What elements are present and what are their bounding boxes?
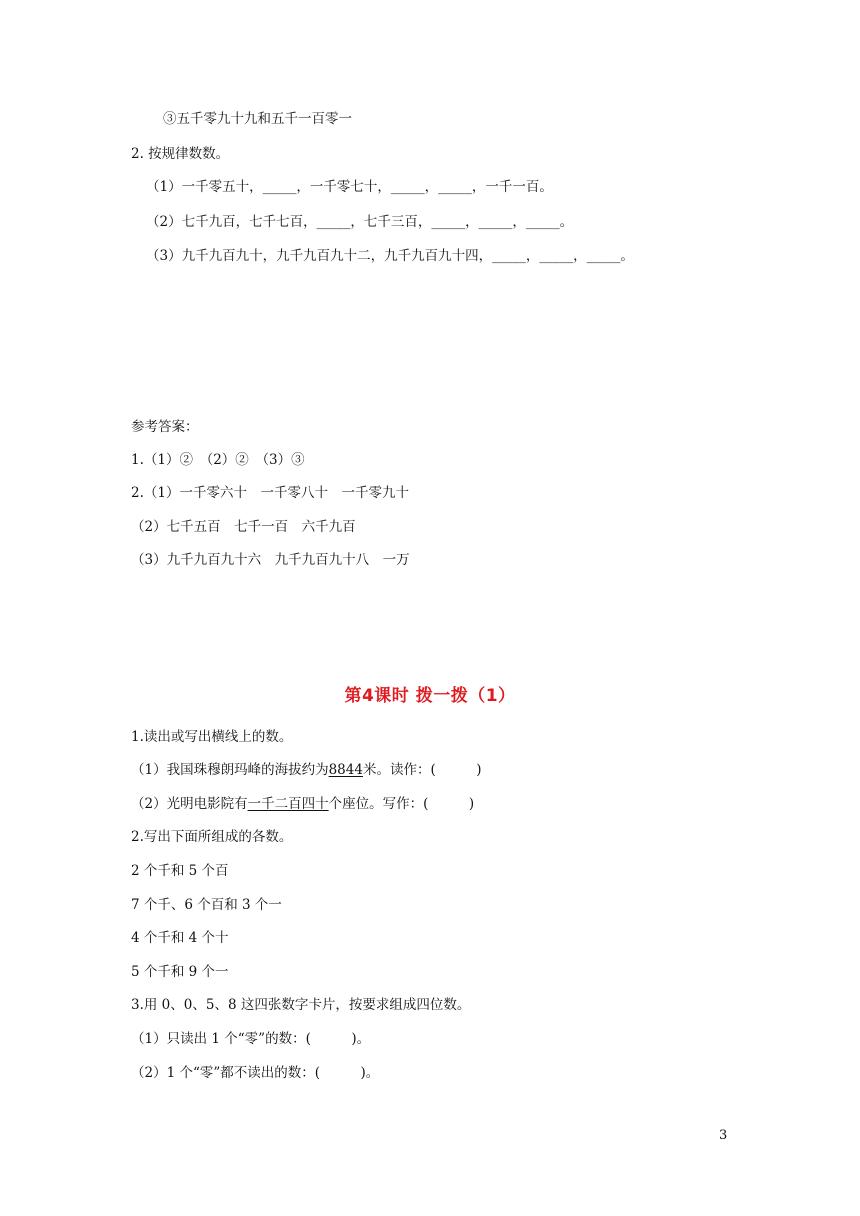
question-2-1: （1）一千零五十，_____，一千零七十，_____，_____，一千一百。: [146, 179, 553, 195]
underlined-number-words: 一千二百四十: [247, 796, 329, 812]
b-question-1-2: [131, 795, 474, 813]
b-question-3-1: （1）只读出 1 个“零”的数：( )。: [131, 1031, 371, 1047]
b-question-1-2-prefix: （2）光明电影院有: [131, 796, 248, 812]
b-question-2-c: 4 个千和 4 个十: [131, 930, 229, 946]
b-question-1-1: [131, 761, 482, 779]
answer-1: 1.（1）② （2）② （3）③: [131, 452, 305, 468]
b-question-2-a: 2 个千和 5 个百: [131, 863, 229, 879]
page-number: 3: [719, 1128, 728, 1143]
underlined-number-8844: 8844: [328, 762, 363, 778]
section-title: 第4课时 拨一拨（1）: [344, 686, 516, 706]
b-question-2-b: 7 个千、6 个百和 3 个一: [131, 897, 282, 913]
b-question-1-2-suffix: 个座位。写作：( ): [328, 796, 475, 812]
b-question-3-heading: 3.用 0、0、5、8 这四张数字卡片，按要求组成四位数。: [131, 997, 471, 1013]
b-question-1-1-suffix: 米。读作：( ): [362, 762, 482, 778]
answer-2-1: 2.（1）一千零六十 一千零八十 一千零九十: [131, 485, 409, 501]
b-question-2-heading: 2.写出下面所组成的各数。: [131, 829, 293, 845]
answer-2-2: （2）七千五百 七千一百 六千九百: [131, 519, 356, 535]
question-2-heading: 2. 按规律数数。: [131, 146, 230, 162]
b-question-1-heading: 1.读出或写出横线上的数。: [131, 729, 293, 745]
b-question-1-1-prefix: （1）我国珠穆朗玛峰的海拔约为: [131, 762, 329, 778]
question-2-3: （3）九千九百九十，九千九百九十二，九千九百九十四，_____，_____，_____。: [146, 248, 634, 264]
b-question-3-2: （2）1 个“零”都不读出的数：( )。: [131, 1065, 380, 1081]
answers-heading: 参考答案：: [131, 419, 199, 435]
answer-2-3: （3）九千九百九十六 九千九百九十八 一万: [131, 552, 410, 568]
question-2-2: （2）七千九百，七千七百，_____，七千三百，_____，_____，_____。: [146, 214, 574, 230]
option-3-text: ③五千零九十九和五千一百零一: [163, 111, 352, 127]
b-question-2-d: 5 个千和 9 个一: [131, 964, 229, 980]
